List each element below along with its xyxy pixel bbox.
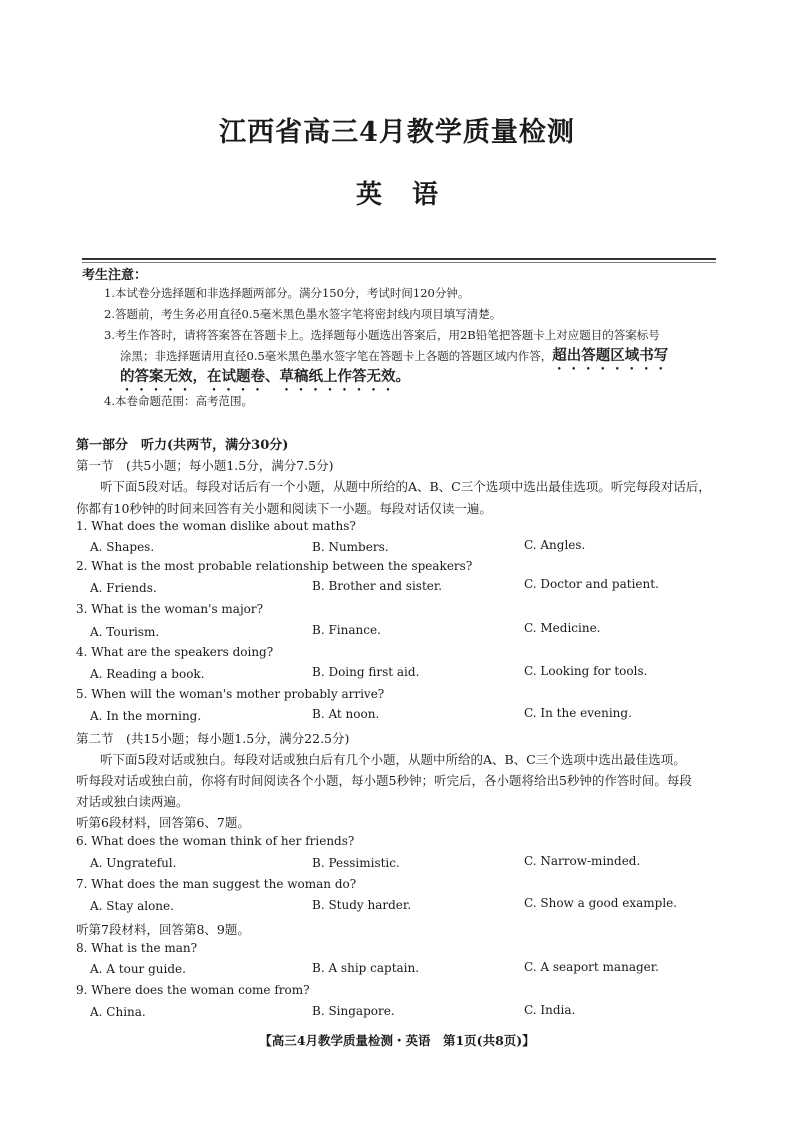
sec2-instruction-2: 听每段对话或独白前，你将有时间阅读各个小题，每小题5秒钟；听完后，各小题将给出5秒钟的作答时间。每段 bbox=[76, 773, 692, 788]
sec1-instruction-2: 你都有10秒钟的时间来回答有关小题和阅读下一小题。每段对话仅读一遍。 bbox=[76, 501, 492, 516]
q4-option-a: A. Reading a book. bbox=[90, 667, 205, 681]
q5-option-a: A. In the morning. bbox=[90, 709, 202, 723]
sec1-instruction-1: 听下面5段对话。每段对话后有一个小题，从题中所给的A、B、C三个选项中选出最佳选项。听完每段对话后， bbox=[100, 479, 711, 494]
divider-thick bbox=[82, 258, 716, 260]
q6-option-a: A. Ungrateful. bbox=[90, 856, 177, 870]
notice-item-3b-emphasis: 超出答题区域书写 bbox=[552, 347, 669, 364]
q5-option-b: B. At noon. bbox=[312, 707, 380, 721]
divider-thin bbox=[82, 262, 716, 263]
q2-option-b: B. Brother and sister. bbox=[312, 579, 443, 593]
notice-item-4: 4.本卷命题范围：高考范围。 bbox=[104, 394, 253, 408]
question-1: 1. What does the woman dislike about maths? bbox=[76, 519, 356, 533]
material-6-label: 听第6段材料，回答第6、7题。 bbox=[76, 815, 250, 830]
notice-item-1: 1.本试卷分选择题和非选择题两部分。满分150分，考试时间120分钟。 bbox=[104, 286, 470, 300]
q4-option-b: B. Doing first aid. bbox=[312, 665, 420, 679]
notice-item-2: 2.答题前，考生务必用直径0.5毫米黑色墨水签字笔将密封线内项目填写清楚。 bbox=[104, 307, 502, 321]
q5-option-c: C. In the evening. bbox=[524, 706, 632, 720]
q9-option-c: C. India. bbox=[524, 1003, 576, 1017]
q3-option-a: A. Tourism. bbox=[90, 625, 160, 639]
question-3: 3. What is the woman's major? bbox=[76, 602, 264, 616]
q3-option-c: C. Medicine. bbox=[524, 621, 601, 635]
notice-item-3c-text: 的答案无效，在试题卷、草稿纸上作答无效。 bbox=[120, 368, 410, 385]
q6-option-b: B. Pessimistic. bbox=[312, 856, 400, 870]
q1-option-b: B. Numbers. bbox=[312, 540, 389, 554]
notice-item-3a: 3.考生作答时，请将答案答在答题卡上。选择题每小题选出答案后，用2B铅笔把答题卡上对应题目的答案标号 bbox=[104, 328, 660, 342]
sec2-instruction-1: 听下面5段对话或独白。每段对话或独白后有几个小题，从题中所给的A、B、C三个选项中选出最佳选项。 bbox=[100, 752, 686, 767]
sec2-instruction-3: 对话或独白读两遍。 bbox=[76, 794, 189, 809]
q7-option-b: B. Study harder. bbox=[312, 898, 412, 912]
sec1-heading: 第一节 (共5小题；每小题1.5分，满分7.5分) bbox=[76, 458, 334, 473]
notice-item-3c bbox=[120, 367, 732, 394]
question-8: 8. What is the man? bbox=[76, 941, 198, 955]
q2-option-a: A. Friends. bbox=[90, 581, 157, 595]
question-6: 6. What does the woman think of her friends? bbox=[76, 834, 355, 848]
q1-option-c: C. Angles. bbox=[524, 538, 586, 552]
question-2: 2. What is the most probable relationship between the speakers? bbox=[76, 559, 473, 573]
q8-option-b: B. A ship captain. bbox=[312, 961, 420, 975]
q8-option-a: A. A tour guide. bbox=[90, 962, 186, 976]
sec2-heading: 第二节 (共15小题；每小题1.5分，满分22.5分) bbox=[76, 731, 350, 746]
material-7-label: 听第7段材料，回答第8、9题。 bbox=[76, 922, 250, 937]
q9-option-b: B. Singapore. bbox=[312, 1004, 395, 1018]
q4-option-c: C. Looking for tools. bbox=[524, 664, 648, 678]
q3-option-b: B. Finance. bbox=[312, 623, 381, 637]
q6-option-c: C. Narrow-minded. bbox=[524, 854, 641, 868]
question-9: 9. Where does the woman come from? bbox=[76, 983, 310, 997]
q8-option-c: C. A seaport manager. bbox=[524, 960, 659, 974]
question-7: 7. What does the man suggest the woman do? bbox=[76, 877, 357, 891]
q2-option-c: C. Doctor and patient. bbox=[524, 577, 659, 591]
q1-option-a: A. Shapes. bbox=[90, 540, 155, 554]
q7-option-c: C. Show a good example. bbox=[524, 896, 678, 910]
q7-option-a: A. Stay alone. bbox=[90, 899, 174, 913]
question-4: 4. What are the speakers doing? bbox=[76, 645, 274, 659]
exam-title: 江西省高三4月教学质量检测 bbox=[219, 117, 575, 148]
notice-title: 考生注意： bbox=[82, 268, 148, 283]
notice-item-3b-text: 涂黑；非选择题请用直径0.5毫米黑色墨水签字笔在答题卡上各题的答题区域内作答， bbox=[120, 349, 553, 363]
subject-title: 英语 bbox=[355, 180, 468, 210]
q9-option-a: A. China. bbox=[90, 1005, 146, 1019]
page-footer: 【高三4月教学质量检测・英语 第1页(共8页)】 bbox=[259, 1033, 535, 1048]
question-5: 5. When will the woman's mother probably arrive? bbox=[76, 687, 385, 701]
part1-heading: 第一部分 听力(共两节，满分30分) bbox=[76, 438, 289, 453]
